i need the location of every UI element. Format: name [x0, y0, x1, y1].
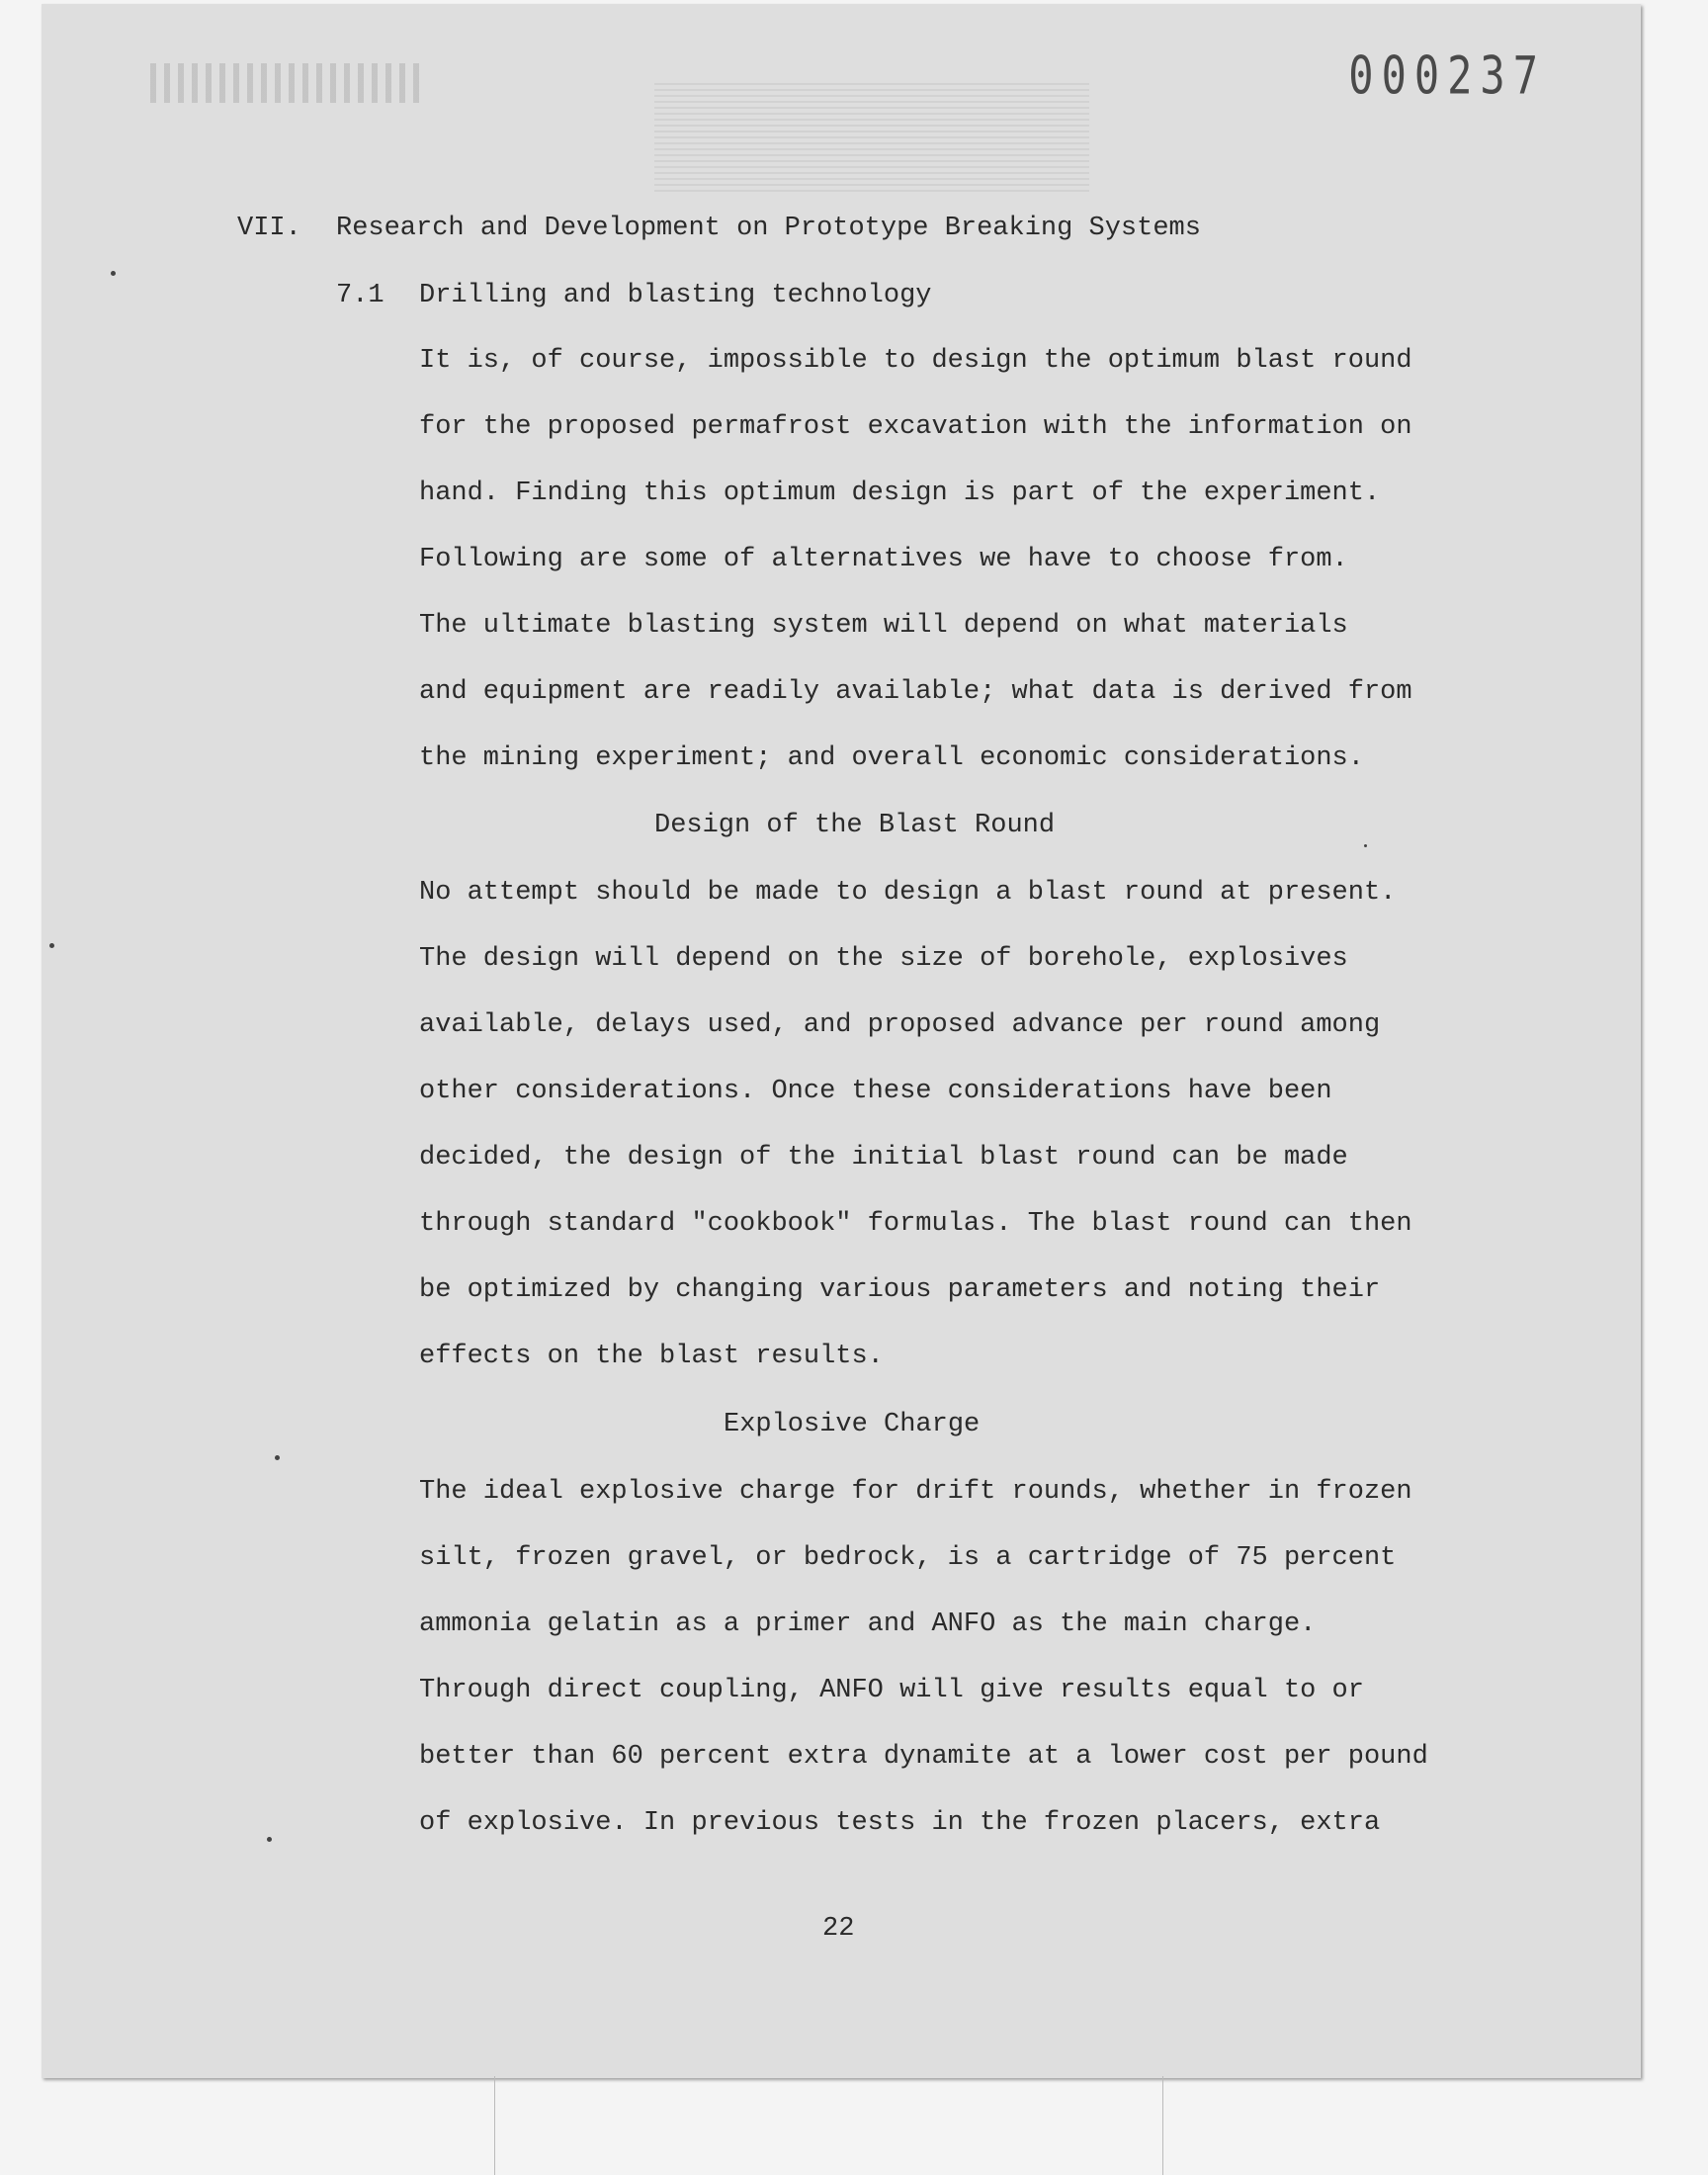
paragraph-line: No attempt should be made to design a blast round at present.: [419, 878, 1397, 908]
scan-speck: [111, 271, 116, 276]
paragraph-line: The ultimate blasting system will depend on what materials: [419, 611, 1348, 641]
section-number: VII.: [237, 214, 301, 243]
paragraph-line: The ideal explosive charge for drift rounds, whether in frozen: [419, 1477, 1412, 1507]
scan-speck: [49, 943, 54, 948]
paragraph-line: other considerations. Once these considerations have been: [419, 1077, 1332, 1106]
paragraph-line: be optimized by changing various parameters and noting their: [419, 1275, 1381, 1305]
section-title: Research and Development on Prototype Breaking Systems: [336, 214, 1201, 243]
paragraph-line: for the proposed permafrost excavation with the information on: [419, 412, 1412, 442]
paragraph-line: The design will depend on the size of borehole, explosives: [419, 944, 1348, 974]
scan-speck: [1364, 844, 1367, 847]
paragraph-line: of explosive. In previous tests in the frozen placers, extra: [419, 1808, 1381, 1838]
paragraph-line: available, delays used, and proposed advance per round among: [419, 1010, 1381, 1040]
paragraph-line: It is, of course, impossible to design the optimum blast round: [419, 346, 1412, 376]
page-number: 22: [822, 1914, 855, 1944]
paragraph-line: decided, the design of the initial blast round can be made: [419, 1143, 1348, 1173]
paragraph-line: Following are some of alternatives we have to choose from.: [419, 545, 1348, 574]
paragraph-line: effects on the blast results.: [419, 1342, 884, 1371]
paragraph-line: and equipment are readily available; what data is derived from: [419, 677, 1412, 707]
paragraph-line: ammonia gelatin as a primer and ANFO as the main charge.: [419, 1610, 1317, 1639]
paragraph-line: hand. Finding this optimum design is part of the experiment.: [419, 478, 1381, 508]
paragraph-line: the mining experiment; and overall economic considerations.: [419, 743, 1364, 773]
bleed-through-mark: [150, 63, 427, 103]
page-id-stamp: 000237: [1348, 44, 1546, 107]
scan-speck: [267, 1837, 272, 1842]
paragraph-line: silt, frozen gravel, or bedrock, is a cartridge of 75 percent: [419, 1543, 1397, 1573]
bleed-through-mark: [654, 83, 1089, 192]
paragraph-line: through standard "cookbook" formulas. The blast round can then: [419, 1209, 1412, 1239]
scan-edge-line: [494, 2076, 495, 2175]
subsection-title: Drilling and blasting technology: [419, 281, 932, 310]
subsection-number: 7.1: [336, 281, 384, 310]
document-page: [42, 4, 1641, 2078]
paragraph-line: Through direct coupling, ANFO will give results equal to or: [419, 1676, 1364, 1705]
scan-edge-line: [1162, 2076, 1163, 2175]
scan-speck: [275, 1455, 280, 1460]
heading-design-blast-round: Design of the Blast Round: [654, 811, 1056, 840]
paragraph-line: better than 60 percent extra dynamite at a lower cost per pound: [419, 1742, 1428, 1772]
heading-explosive-charge: Explosive Charge: [724, 1410, 981, 1439]
